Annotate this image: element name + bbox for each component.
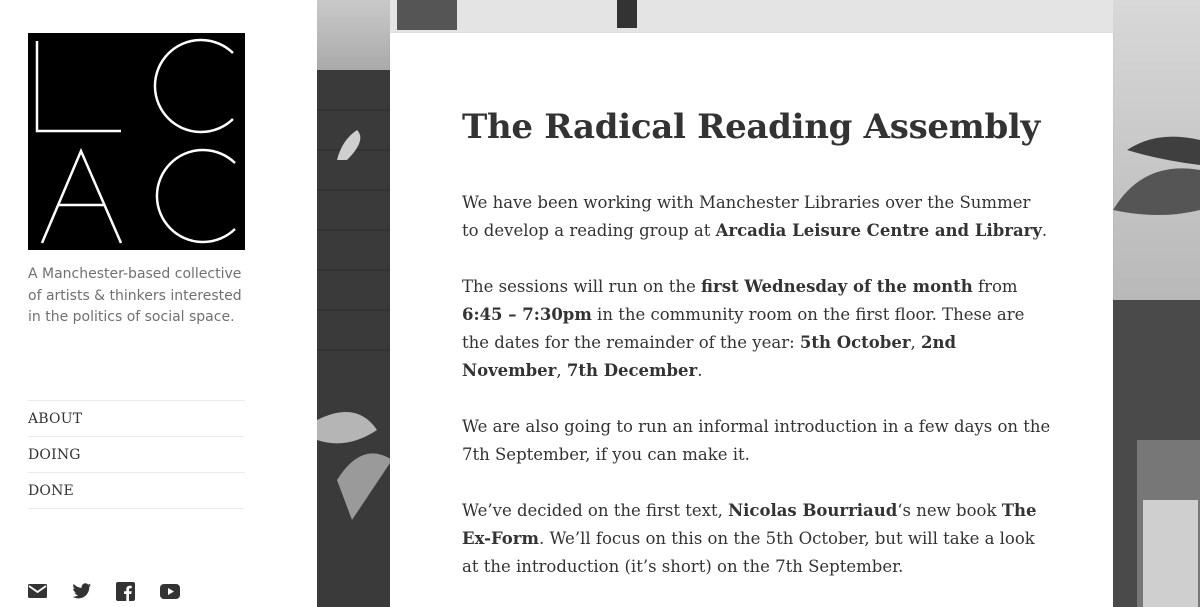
text-span: ,: [556, 361, 567, 380]
mail-icon[interactable]: [28, 578, 72, 604]
text-span: .: [697, 361, 703, 380]
text-span: . We’ll focus on this on the 5th October, but will take a look at the introduction (it’s short) on the 7th September.: [462, 529, 1035, 576]
bold-text: first Wednesday of the month: [701, 277, 973, 296]
text-span: We are also going to run an informal introduction in a few days on the 7th September, if you can make it.: [462, 417, 1051, 464]
bold-text: 7th December: [566, 361, 698, 380]
bold-text: 6:45 – 7:30pm: [462, 305, 592, 324]
text-span: ‘s new book: [897, 501, 1002, 520]
article-card: [390, 33, 1113, 607]
paragraph: [462, 413, 1052, 469]
text-span: from: [972, 277, 1018, 296]
bold-text: Nicolas Bourriaud: [728, 501, 898, 520]
bold-text: 2nd November: [462, 333, 957, 380]
facebook-icon[interactable]: [116, 578, 160, 604]
social-links: [28, 578, 204, 604]
main-navigation: [28, 400, 245, 509]
text-span: in the community room on the first floor. These are the dates for the remainder of the year:: [462, 305, 1025, 352]
nav-item-about: [28, 401, 245, 437]
site-tagline: A Manchester-based collective of artists & thinkers interested in the politics of social space.: [28, 266, 242, 325]
bold-text: Arcadia Leisure Centre and Library: [715, 221, 1042, 240]
youtube-icon[interactable]: [160, 578, 204, 604]
article-content: [462, 189, 1052, 607]
paragraph: [462, 189, 1052, 245]
bold-text: 5th October: [799, 333, 911, 352]
nav-link-done[interactable]: DONE: [28, 482, 74, 499]
lcac-logo-icon: [28, 33, 245, 250]
text-span: We’ve decided on the first text,: [462, 501, 729, 520]
nav-item-doing: [28, 437, 245, 473]
nav-link-about[interactable]: ABOUT: [28, 410, 83, 427]
site-logo[interactable]: [28, 33, 245, 250]
text-span: We have been working with Manchester Libraries over the Summer to develop a reading group at: [462, 193, 1031, 240]
paragraph: [462, 273, 1052, 385]
nav-item-done: [28, 473, 245, 509]
nav-link-doing[interactable]: DOING: [28, 446, 81, 463]
sidebar: [0, 0, 317, 607]
text-span: ,: [910, 333, 922, 352]
twitter-icon[interactable]: [72, 578, 116, 604]
article-title: The Radical Reading Assembly: [462, 107, 1040, 147]
bold-text: The Ex-Form: [462, 501, 1037, 548]
text-span: The sessions will run on the: [462, 277, 702, 296]
paragraph: [462, 497, 1052, 581]
text-span: .: [1041, 221, 1048, 240]
